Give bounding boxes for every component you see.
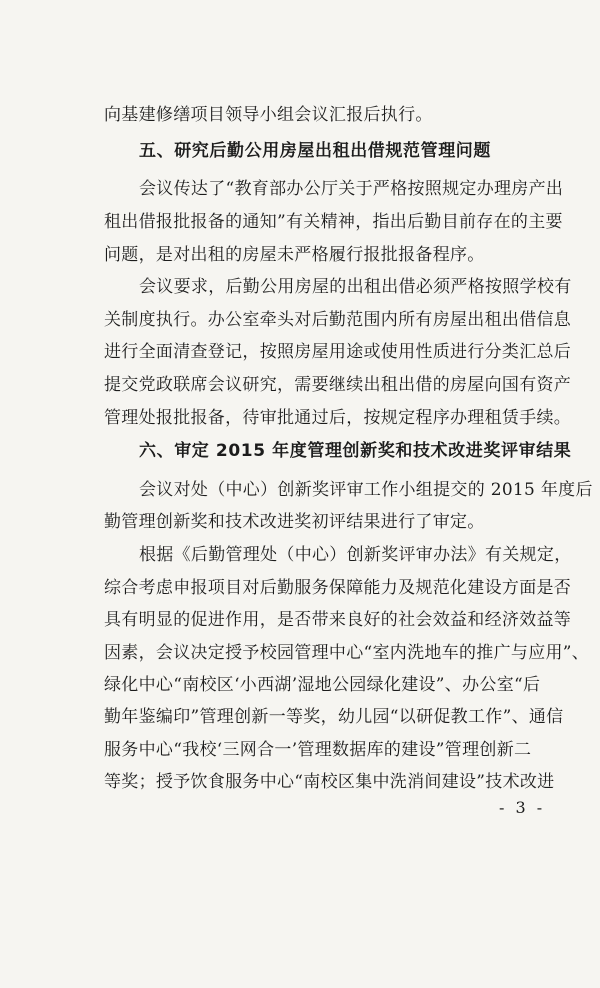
text-line: 具有明显的促进作用，是否带来良好的社会效益和经济效益等	[104, 610, 572, 630]
text-line: 勤管理创新奖和技术改进奖初评结果进行了审定。	[104, 512, 485, 532]
text-line: 向基建修缮项目领导小组会议汇报后执行。	[104, 105, 433, 125]
text-line: 绿化中心“南校区‘小西湖’湿地公园绿化建设”、办公室“后	[104, 675, 541, 695]
text-line: 关制度执行。办公室牵头对后勤范围内所有房屋出租出借信息	[104, 310, 572, 330]
text-line: 会议对处（中心）创新奖评审工作小组提交的 2015 年度后	[139, 480, 593, 500]
text-line: 等奖；授予饮食服务中心“南校区集中洗消间建设”技术改进	[104, 772, 555, 792]
text-line: 服务中心“我校‘三网合一’管理数据库的建设”管理创新二	[104, 740, 532, 760]
text-line: 综合考虑申报项目对后勤服务保障能力及规范化建设方面是否	[104, 578, 572, 598]
text-line: 根据《后勤管理处（中心）创新奖评审办法》有关规定，	[139, 545, 572, 565]
text-line: 进行全面清查登记，按照房屋用途或使用性质进行分类汇总后	[104, 342, 572, 362]
text-line: 提交党政联席会议研究，需要继续出租出借的房屋向国有资产	[104, 375, 572, 395]
page-number: - 3 -	[499, 798, 546, 817]
section-heading-five: 五、研究后勤公用房屋出租出借规范管理问题	[139, 141, 491, 161]
text-line: 因素，会议决定授予校园管理中心“室内洗地车的推广与应用”、	[104, 643, 590, 663]
text-line: 租出借报批报备的通知”有关精神，指出后勤目前存在的主要	[104, 212, 563, 232]
text-line: 勤年鉴编印”管理创新一等奖，幼儿园“以研促教工作”、通信	[104, 707, 564, 727]
text-line: 问题，是对出租的房屋未严格履行报批报备程序。	[104, 245, 485, 265]
section-heading-six: 六、审定 2015 年度管理创新奖和技术改进奖评审结果	[139, 441, 572, 461]
text-line: 会议传达了“教育部办公厅关于严格按照规定办理房产出	[139, 179, 564, 199]
text-line: 管理处报批报备，待审批通过后，按规定程序办理租赁手续。	[104, 408, 572, 428]
text-line: 会议要求，后勤公用房屋的出租出借必须严格按照学校有	[139, 277, 572, 297]
